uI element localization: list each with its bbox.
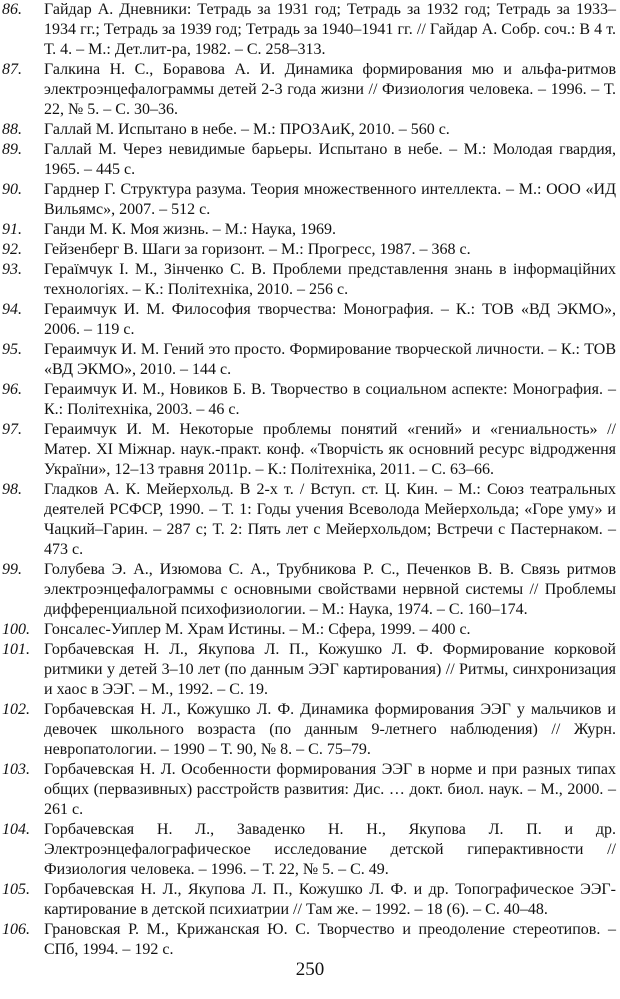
reference-number: 93. — [2, 261, 22, 278]
reference-number: 104. — [2, 821, 30, 838]
reference-text: Галлай М. Через невидимые барьеры. Испытано в небе. – М.: Молодая гвардия, 1965. – 445 с. — [44, 141, 616, 178]
reference-item — [0, 120, 620, 140]
reference-text: Гладков А. К. Мейерхольд. В 2-х т. / Вступ. ст. Ц. Кин. – М.: Союз театральных деятелей РСФСР, 1990. – Т. 1: Годы учения Всеволода Мейерхольда; «Горе уму» и Чацкий–Гарин. – 287 с; Т. 2: Пять лет с Мейерхольдом; Встречи с Пастернаком. – 473 с. — [44, 481, 616, 558]
reference-number: 102. — [2, 701, 30, 718]
reference-number: 91. — [2, 221, 22, 238]
reference-item — [0, 60, 620, 120]
reference-item — [0, 380, 620, 420]
reference-item — [0, 480, 620, 560]
reference-item — [0, 880, 620, 920]
reference-number: 99. — [2, 561, 22, 578]
reference-number: 90. — [2, 181, 22, 198]
reference-number: 89. — [2, 141, 22, 158]
reference-number: 101. — [2, 641, 30, 658]
reference-item — [0, 0, 620, 60]
reference-number: 88. — [2, 121, 22, 138]
reference-text: Гонсалес-Уиплер М. Храм Истины. – М.: Сфера, 1999. – 400 с. — [44, 621, 471, 638]
reference-number: 86. — [2, 1, 22, 18]
reference-text: Гераимчук И. М. Гений это просто. Формирование творческой личности. – К.: ТОВ «ВД ЭКМО», 2010. – 144 с. — [44, 341, 616, 378]
reference-item — [0, 420, 620, 480]
reference-text: Гейзенберг В. Шаги за горизонт. – М.: Прогресс, 1987. – 368 с. — [44, 241, 471, 258]
reference-text: Горбачевская Н. Л., Якупова Л. П., Кожушко Л. Ф. Формирование корковой ритмики у детей 3–10 лет (по данным ЭЭГ картирования) // Ритмы, синхронизация и хаос в ЭЭГ. – М., 1992. – С. 19. — [44, 641, 616, 698]
reference-number: 92. — [2, 241, 22, 258]
reference-text: Горбачевская Н. Л. Особенности формирования ЭЭГ в норме и при разных типах общих (первазивных) расстройств развития: Дис. … докт. биол. наук. – М., 2000. – 261 с. — [44, 761, 616, 818]
reference-number: 103. — [2, 761, 30, 778]
reference-item — [0, 180, 620, 220]
reference-item — [0, 920, 620, 960]
reference-text: Галлай М. Испытано в небе. – М.: ПРОЗАиК, 2010. – 560 с. — [44, 121, 450, 138]
reference-number: 98. — [2, 481, 22, 498]
reference-text: Горбачевская Н. Л., Кожушко Л. Ф. Динамика формирования ЭЭГ у мальчиков и девочек школьного возраста (по данным 9-летнего наблюдения) // Журн. невропатологии. – 1990 – Т. 90, № 8. – С. 75–79. — [44, 701, 616, 758]
reference-item — [0, 240, 620, 260]
reference-item — [0, 340, 620, 380]
reference-number: 94. — [2, 301, 22, 318]
reference-number: 87. — [2, 61, 22, 78]
reference-item — [0, 560, 620, 620]
reference-text: Горбачевская Н. Л., Якупова Л. П., Кожушко Л. Ф. и др. Топографическое ЭЭГ-картирование в детской психиатрии // Там же. – 1992. – 18 (6). – С. 40–48. — [44, 881, 616, 918]
reference-number: 97. — [2, 421, 22, 438]
reference-text: Ганди М. К. Моя жизнь. – М.: Наука, 1969. — [44, 221, 336, 238]
reference-text: Галкина Н. С., Боравова А. И. Динамика формирования мю и альфа-ритмов электроэнцефалограммы детей 2-3 года жизни // Физиология человека. – 1996. – Т. 22, № 5. – С. 30–36. — [44, 61, 616, 118]
reference-text: Гераимчук И. М. Некоторые проблемы понятий «гений» и «гениальность» // Матер. XI Міжнар. наук.-практ. конф. «Творчість як основний ресурс відродження України», 12–13 травня 2011р. – К.: Політехніка, 2011. – С. 63–66. — [44, 421, 616, 478]
reference-text: Горбачевская Н. Л., Заваденко Н. Н., Якупова Л. П. и др. Электроэнцефалографическое исследование детской гиперактивности // Физиология человека. – 1996. – Т. 22, № 5. – С. 49. — [44, 821, 616, 878]
reference-number: 105. — [2, 881, 30, 898]
reference-number: 100. — [2, 621, 30, 638]
reference-item — [0, 140, 620, 180]
reference-text: Гайдар А. Дневники: Тетрадь за 1931 год; Тетрадь за 1932 год; Тетрадь за 1933–1934 гг.; Тетрадь за 1939 год; Тетрадь за 1940–1941 гг. // Гайдар А. Собр. соч.: В 4 т. Т. 4. – М.: Дет.лит-ра, 1982. – С. 258–313. — [44, 1, 616, 58]
reference-item — [0, 620, 620, 640]
reference-text: Грановская Р. М., Крижанская Ю. С. Творчество и преодоление стереотипов. – СПб, 1994. – 192 с. — [44, 921, 616, 958]
reference-item — [0, 300, 620, 340]
reference-number: 95. — [2, 341, 22, 358]
reference-text: Гераимчук И. М. Философия творчества: Монография. – К.: ТОВ «ВД ЭКМО», 2006. – 119 с. — [44, 301, 616, 338]
reference-item — [0, 700, 620, 760]
reference-item — [0, 260, 620, 300]
reference-item — [0, 640, 620, 700]
reference-text: Голубева Э. А., Изюмова С. А., Трубникова Р. С., Печенков В. В. Связь ритмов электроэнцефалограммы с основными свойствами нервной системы // Проблемы дифференциальной психофизиологии. – М.: Наука, 1974. – С. 160–174. — [44, 561, 616, 618]
reference-item — [0, 820, 620, 880]
reference-text: Гераимчук И. М., Новиков Б. В. Творчество в социальном аспекте: Монография. – К.: Політехніка, 2003. – 46 с. — [44, 381, 616, 418]
reference-text: Гераїмчук І. М., Зінченко С. В. Проблеми представлення знань в інформаційних технологіях. – К.: Політехніка, 2010. – 256 с. — [44, 261, 616, 298]
reference-number: 106. — [2, 921, 30, 938]
reference-item — [0, 220, 620, 240]
page-number: 250 — [295, 959, 325, 980]
reference-number: 96. — [2, 381, 22, 398]
reference-text: Гарднер Г. Структура разума. Теория множественного интеллекта. – М.: ООО «ИД Вильямс», 2007. – 512 с. — [44, 181, 616, 218]
reference-item — [0, 760, 620, 820]
